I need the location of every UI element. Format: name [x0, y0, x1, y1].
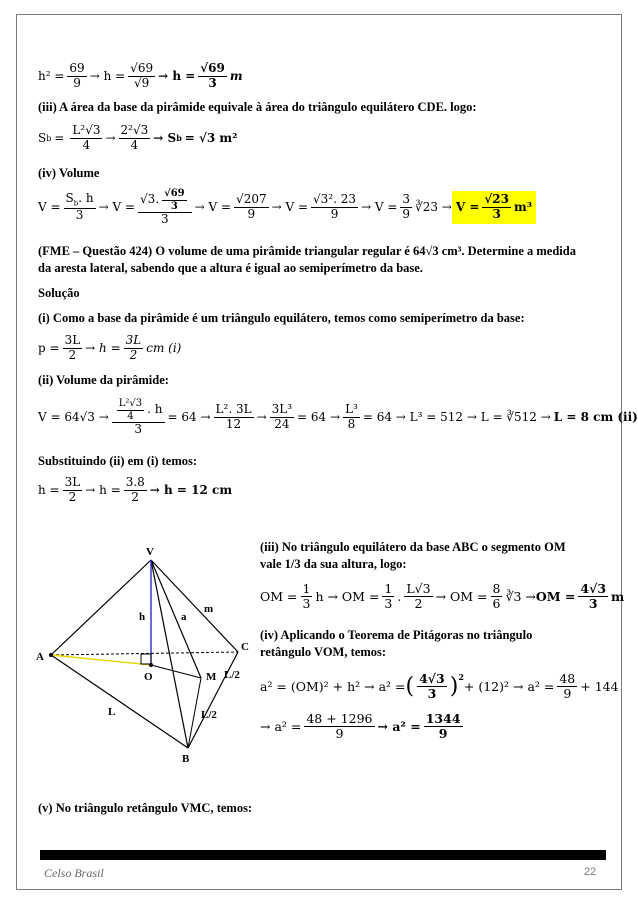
segment-BM-link — [188, 678, 201, 748]
label-B: B — [182, 753, 190, 765]
paragraph-v-vmc: (v) No triângulo retângulo VMC, temos: — [38, 801, 253, 815]
equation-a-squared-result: → a² = $\frac{48 + 1296}{9}$ → a² = $\frac{1344}{9}$ — [260, 711, 461, 742]
edge-VB — [151, 560, 188, 748]
footer-bar — [40, 850, 606, 860]
page-number: 22 — [584, 866, 597, 878]
label-O: O — [144, 671, 153, 683]
label-L2-upper: L/2 — [224, 669, 240, 681]
equation-volume: V = $\frac{S_b. h}{3}$ → V = √3. $\frac{√69}{3}$ 3 → V = $\frac{√207}{9}$ → V = $\frac{\text{√3². 23}}{9}$ → V = $\frac{3}{9}$ ∛23 → V = $\frac{√23}{3}$ m³ — [38, 188, 536, 227]
paragraph-iii-om-1: (iii) No triângulo equilátero da base ABC o segmento OM — [260, 540, 566, 554]
equation-h-squared: h² = $\frac{69}{9}$ → h = $\frac{√69}{√9}$ → h = $\frac{√69}{3}$ m — [38, 61, 243, 90]
label-C: C — [241, 641, 249, 653]
footer-author: Celso Brasil — [44, 866, 104, 880]
label-L2-lower: L/2 — [201, 709, 217, 721]
fme-question-line2: da aresta lateral, sabendo que a altura é igual ao semiperímetro da base. — [38, 261, 423, 275]
equation-a-squared: a² = (OM)² + h² → a² = ( $\frac{4√3}{3}$ ) $^2$ + (12)² → a² = $\frac{48}{9}$ + 144 — [260, 671, 619, 702]
equation-height: h = $\frac{3L}{2}$ → h = $\frac{3.8}{2}$ → h = 12 cm — [38, 475, 233, 504]
equation-semiperimeter: p = $\frac{3L}{2}$ → h = $\frac{3L}{2}$ cm (i) — [38, 333, 182, 362]
paragraph-iii-om-2: vale 1/3 da sua altura, logo: — [260, 557, 407, 571]
segment-OM — [151, 665, 201, 678]
paragraph-iii-area: (iii) A área da base da pirâmide equivale à área do triângulo equilátero CDE. logo: — [38, 100, 477, 114]
paragraph-iv-volume: (iv) Volume — [38, 166, 100, 180]
paragraph-iv-pythagoras-2: retângulo VOM, temos: — [260, 645, 387, 659]
label-M: M — [206, 671, 217, 683]
paragraph-ii-volume: (ii) Volume da pirâmide: — [38, 373, 169, 387]
edge-VC — [151, 560, 238, 652]
segment-VM — [151, 560, 201, 678]
edge-VA — [51, 560, 151, 655]
label-V: V — [146, 546, 154, 558]
paragraph-iv-pythagoras-1: (iv) Aplicando o Teorema de Pitágoras no triângulo — [260, 628, 533, 642]
label-h: h — [139, 611, 146, 623]
equation-pyramid-volume: V = 64√3 → $\frac{\text{L²√3}}{4}$ . h 3 = 64 → $\frac{\text{L². 3L}}{12}$ → $\frac{\text{3L³}}{24}$ = 64 → $\frac{\text{L³}}{8}$ = 64 → L³ = 512 → L = ∛512 → L = 8 cm (ii) — [38, 398, 638, 436]
equation-om: OM = $\frac{1}{3}$ h → OM = $\frac{1}{3}$ . $\frac{L√3}{2}$ → OM = $\frac{8}{6}$ ∛3 → OM = $\frac{4√3}{3}$ m — [260, 581, 625, 612]
label-a: a — [181, 611, 187, 623]
paragraph-i-semiperimeter: (i) Como a base da pirâmide é um triângulo equilátero, temos como semiperímetro da base: — [38, 311, 525, 325]
highlighted-result: V = $\frac{√23}{3}$ m³ — [452, 191, 536, 224]
label-A: A — [36, 651, 44, 663]
label-L: L — [108, 706, 116, 718]
right-angle-marker — [141, 654, 151, 664]
segment-AO — [51, 655, 151, 665]
pyramid-figure — [36, 540, 256, 770]
equation-base-area: S b = $\frac{\text{L²√3}}{4}$ → $\frac{\text{2²√3}}{4}$ → S b = √3 m² — [38, 123, 238, 152]
paragraph-substituting: Substituindo (ii) em (i) temos: — [38, 454, 198, 468]
label-m: m — [204, 603, 214, 615]
fme-question-line1: (FME – Questão 424) O volume de uma pirâmide triangular regular é 64√3 cm³. Determine a medida — [38, 244, 576, 258]
solution-heading: Solução — [38, 286, 80, 300]
